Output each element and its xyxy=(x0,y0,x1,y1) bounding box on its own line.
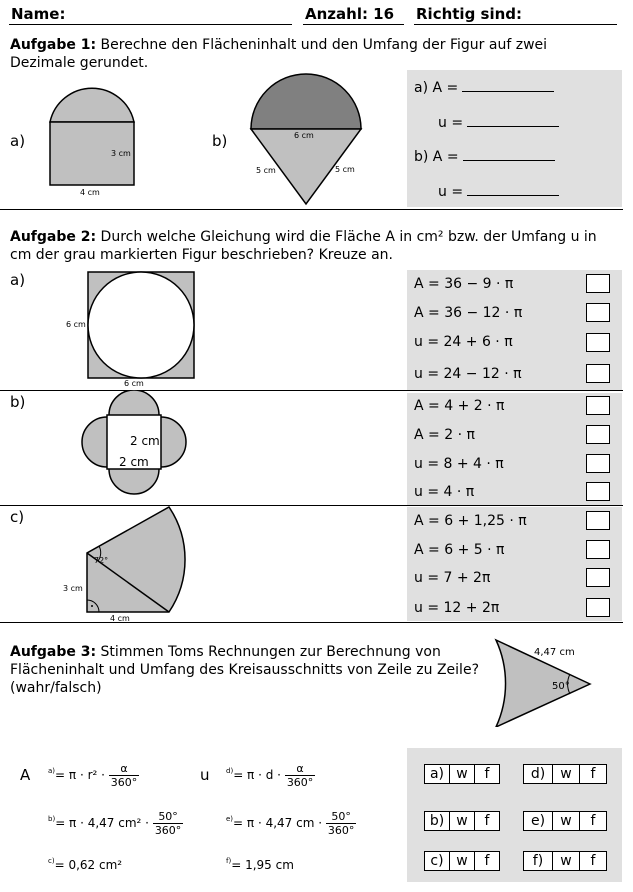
task2b-label: b) xyxy=(10,393,26,411)
task2c-label: c) xyxy=(10,508,25,526)
sector-radius-label: 4,47 cm xyxy=(534,647,575,658)
option-2c-4: u = 12 + 2π xyxy=(414,600,500,616)
option-2c-2: A = 6 + 5 · π xyxy=(414,542,505,558)
checkbox-2b-1[interactable] xyxy=(586,396,610,415)
option-2b-3: u = 8 + 4 · π xyxy=(414,456,504,472)
fig2a-bottom-label: 6 cm xyxy=(124,379,144,388)
task2c-figure xyxy=(60,500,190,625)
task2a-figure xyxy=(64,270,204,390)
checkbox-2b-3[interactable] xyxy=(586,454,610,473)
calc-step-c: $^{c)}$= 0,62 cm² xyxy=(48,857,123,872)
wf-row-c[interactable]: c) w f xyxy=(424,851,499,869)
calc-step-d: $^{d)}$= π · d · $\frac{\alpha}{360^\circ}$ xyxy=(226,762,314,789)
divider-4 xyxy=(0,622,623,623)
task1-text: Aufgabe 1: Berechne den Flächeninhalt und den Umfang der Figur auf zwei Dezimale gerundet. xyxy=(10,37,548,71)
fig2b-side-label: 2 cm xyxy=(130,434,160,448)
wf-row-f[interactable]: f) w f xyxy=(523,851,606,869)
calc-step-b: $^{b)}$= π · 4,47 cm² · $\frac{50^\circ}{360^\circ}$ xyxy=(48,810,182,837)
task2a-label: a) xyxy=(10,271,26,289)
task3-text: Aufgabe 3: Stimmen Toms Rechnungen zur Berechnung von Flächeninhalt und Umfang des Kreisausschnitts von Zeile zu Zeile? (wahr/falsch) xyxy=(10,644,479,696)
calc-step-e: $^{e)}$= π · 4,47 cm · $\frac{50^\circ}{360^\circ}$ xyxy=(226,810,355,837)
sector-angle-label: 50° xyxy=(552,681,570,692)
answer-b-area[interactable]: b) A = xyxy=(414,149,555,165)
count-label: Anzahl: 16 xyxy=(305,5,395,23)
option-2b-2: A = 2 · π xyxy=(414,427,475,443)
count-line xyxy=(303,24,404,25)
checkbox-2c-2[interactable] xyxy=(586,540,610,559)
fig-b-right-label: 5 cm xyxy=(335,165,355,174)
fig-b-top-label: 6 cm xyxy=(294,131,314,140)
wf-row-e[interactable]: e) w f xyxy=(523,811,606,829)
checkbox-2c-1[interactable] xyxy=(586,511,610,530)
answer-a-area[interactable]: a) A = xyxy=(414,80,554,96)
task2-text: Aufgabe 2: Durch welche Gleichung wird die Fläche A in cm² bzw. der Umfang u in cm der grau markierten Figur beschrieben? Kreuze an. xyxy=(10,229,597,263)
answer-b-perimeter[interactable]: u = xyxy=(438,184,559,200)
calc-step-a: $^{a)}$= π · r² · $\frac{\alpha}{360^\circ}$ xyxy=(48,762,138,789)
option-2c-1: A = 6 + 1,25 · π xyxy=(414,513,527,529)
fig2c-angle-label: 72° xyxy=(94,556,109,565)
option-2c-3: u = 7 + 2π xyxy=(414,570,491,586)
checkbox-2a-1[interactable] xyxy=(586,274,610,293)
fig2c-height-label: 3 cm xyxy=(63,584,83,593)
name-line[interactable] xyxy=(9,24,292,25)
correct-line[interactable] xyxy=(414,24,617,25)
task1-label-a: a) xyxy=(10,132,26,150)
calc-perimeter-label: u xyxy=(200,766,210,784)
option-2a-2: A = 36 − 12 · π xyxy=(414,305,523,321)
fig-b-left-label: 5 cm xyxy=(256,166,276,175)
option-2a-4: u = 24 − 12 · π xyxy=(414,366,522,382)
wf-row-d[interactable]: d) w f xyxy=(523,764,606,782)
calc-step-f: $^{f)}$= 1,95 cm xyxy=(226,857,294,872)
checkbox-2a-3[interactable] xyxy=(586,333,610,352)
fig2a-side-label: 6 cm xyxy=(66,320,86,329)
fig-a-width-label: 4 cm xyxy=(80,188,100,197)
checkbox-2c-3[interactable] xyxy=(586,568,610,587)
option-2b-4: u = 4 · π xyxy=(414,484,475,500)
fig2b-bottom-label: 2 cm xyxy=(119,455,149,469)
task2b-figure xyxy=(80,390,190,498)
checkbox-2c-4[interactable] xyxy=(586,598,610,617)
checkbox-2a-2[interactable] xyxy=(586,303,610,322)
fig-a-height-label: 3 cm xyxy=(111,149,131,158)
task1-label-b: b) xyxy=(212,132,228,150)
divider-1 xyxy=(0,209,623,210)
task1-figure-b xyxy=(240,72,370,208)
wf-row-b[interactable]: b) w f xyxy=(424,811,499,829)
task3-sector-figure xyxy=(480,632,605,727)
calc-area-label: A xyxy=(20,766,31,784)
checkbox-2b-4[interactable] xyxy=(586,482,610,501)
wf-row-a[interactable]: a) w f xyxy=(424,764,499,782)
option-2a-3: u = 24 + 6 · π xyxy=(414,334,513,350)
task1-figure-a xyxy=(40,78,150,200)
answer-a-perimeter[interactable]: u = xyxy=(438,115,559,131)
correct-label: Richtig sind: xyxy=(416,5,523,23)
checkbox-2b-2[interactable] xyxy=(586,425,610,444)
option-2a-1: A = 36 − 9 · π xyxy=(414,276,514,292)
fig2c-base-label: 4 cm xyxy=(110,614,130,623)
checkbox-2a-4[interactable] xyxy=(586,364,610,383)
name-label: Name: xyxy=(11,5,66,23)
option-2b-1: A = 4 + 2 · π xyxy=(414,398,505,414)
